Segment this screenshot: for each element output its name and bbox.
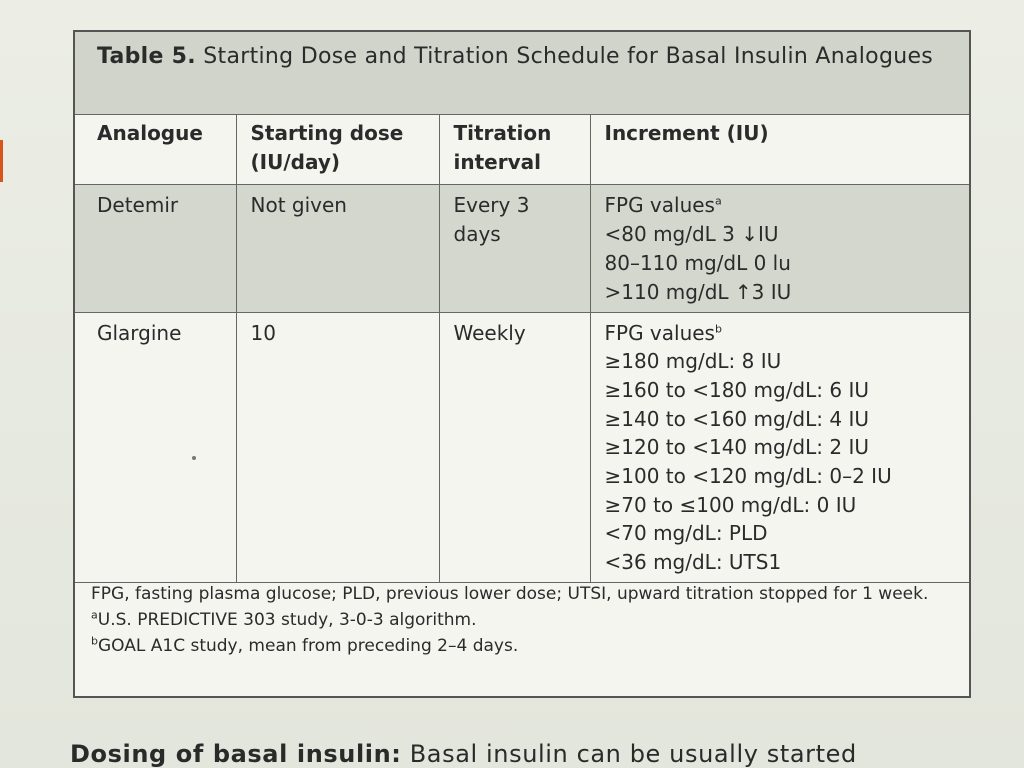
increment-line: ≥100 to <120 mg/dL: 0–2 IU [604, 464, 892, 489]
footnote-abbreviations: FPG, fasting plasma glucose; PLD, previous lower dose; UTSI, upward titration stopped for 1 week. [91, 584, 929, 604]
cell-increment [590, 184, 969, 312]
increment-line: ≥70 to ≤100 mg/dL: 0 IU [604, 492, 857, 517]
increment-line: ≥160 to <180 mg/dL: 6 IU [604, 377, 869, 402]
increment-title [605, 319, 970, 348]
footnote-a-text: U.S. PREDICTIVE 303 study, 3-0-3 algorithm. [97, 610, 477, 630]
footnote-a-mark: a [91, 608, 98, 622]
footnote-b-text: GOAL A1C study, mean from preceding 2–4 days. [97, 636, 519, 656]
increment-line: >110 mg/dL ↑3 IU [604, 279, 792, 304]
paper-speck [192, 456, 196, 460]
table-grid [75, 115, 969, 583]
increment-line: ≥120 to <140 mg/dL: 2 IU [604, 435, 869, 460]
footnote-b-mark: b [91, 634, 98, 648]
body-text: Basal insulin can be usually started [409, 740, 857, 768]
table-footnotes [75, 582, 969, 660]
footnote-a [91, 608, 955, 632]
table-header-row [75, 115, 969, 184]
increment-title [605, 191, 970, 220]
cell-starting-dose: 10 [236, 312, 439, 582]
cell-starting-dose: Not given [236, 184, 439, 312]
dosing-table [73, 30, 971, 698]
cell-increment [590, 312, 969, 582]
header-increment: Increment (IU) [590, 115, 969, 184]
cell-titration-line1: Every 3 [453, 192, 530, 217]
increment-title-text: FPG values [604, 192, 715, 217]
page-edge-mark [0, 140, 3, 182]
header-titration-line1: Titration [453, 121, 552, 145]
table-caption: Starting Dose and Titration Schedule for Basal Insulin Analogues [203, 44, 934, 69]
body-heading: Dosing of basal insulin: [70, 740, 402, 768]
increment-line: <70 mg/dL: PLD [604, 521, 768, 546]
increment-line: <36 mg/dL: UTS1 [604, 550, 782, 575]
cell-titration-interval: Weekly [439, 312, 590, 582]
body-paragraph [70, 740, 1010, 768]
footnote-b [91, 634, 955, 658]
header-titration-interval [439, 115, 590, 184]
increment-title-text: FPG values [604, 320, 715, 345]
footnote-mark-b: b [714, 321, 722, 335]
cell-titration-interval [439, 184, 590, 312]
cell-analogue: Detemir [75, 184, 236, 312]
table-row-glargine [75, 312, 969, 582]
increment-line: ≥140 to <160 mg/dL: 4 IU [604, 406, 869, 431]
table-title [75, 32, 969, 115]
header-titration-line2: interval [453, 150, 541, 174]
table-row-detemir [75, 184, 969, 312]
header-starting-dose-line2: (IU/day) [250, 150, 341, 174]
footnote-mark-a: a [714, 193, 722, 207]
cell-analogue: Glargine [75, 312, 236, 582]
header-analogue: Analogue [75, 115, 236, 184]
header-starting-dose-line1: Starting dose [250, 121, 404, 145]
cell-titration-line2: days [453, 221, 501, 246]
increment-line: 80–110 mg/dL 0 lu [604, 250, 791, 275]
header-starting-dose [236, 115, 439, 184]
table-number: Table 5. [97, 44, 196, 69]
increment-line: ≥180 mg/dL: 8 IU [604, 349, 782, 374]
increment-line: <80 mg/dL 3 ↓IU [604, 221, 779, 246]
